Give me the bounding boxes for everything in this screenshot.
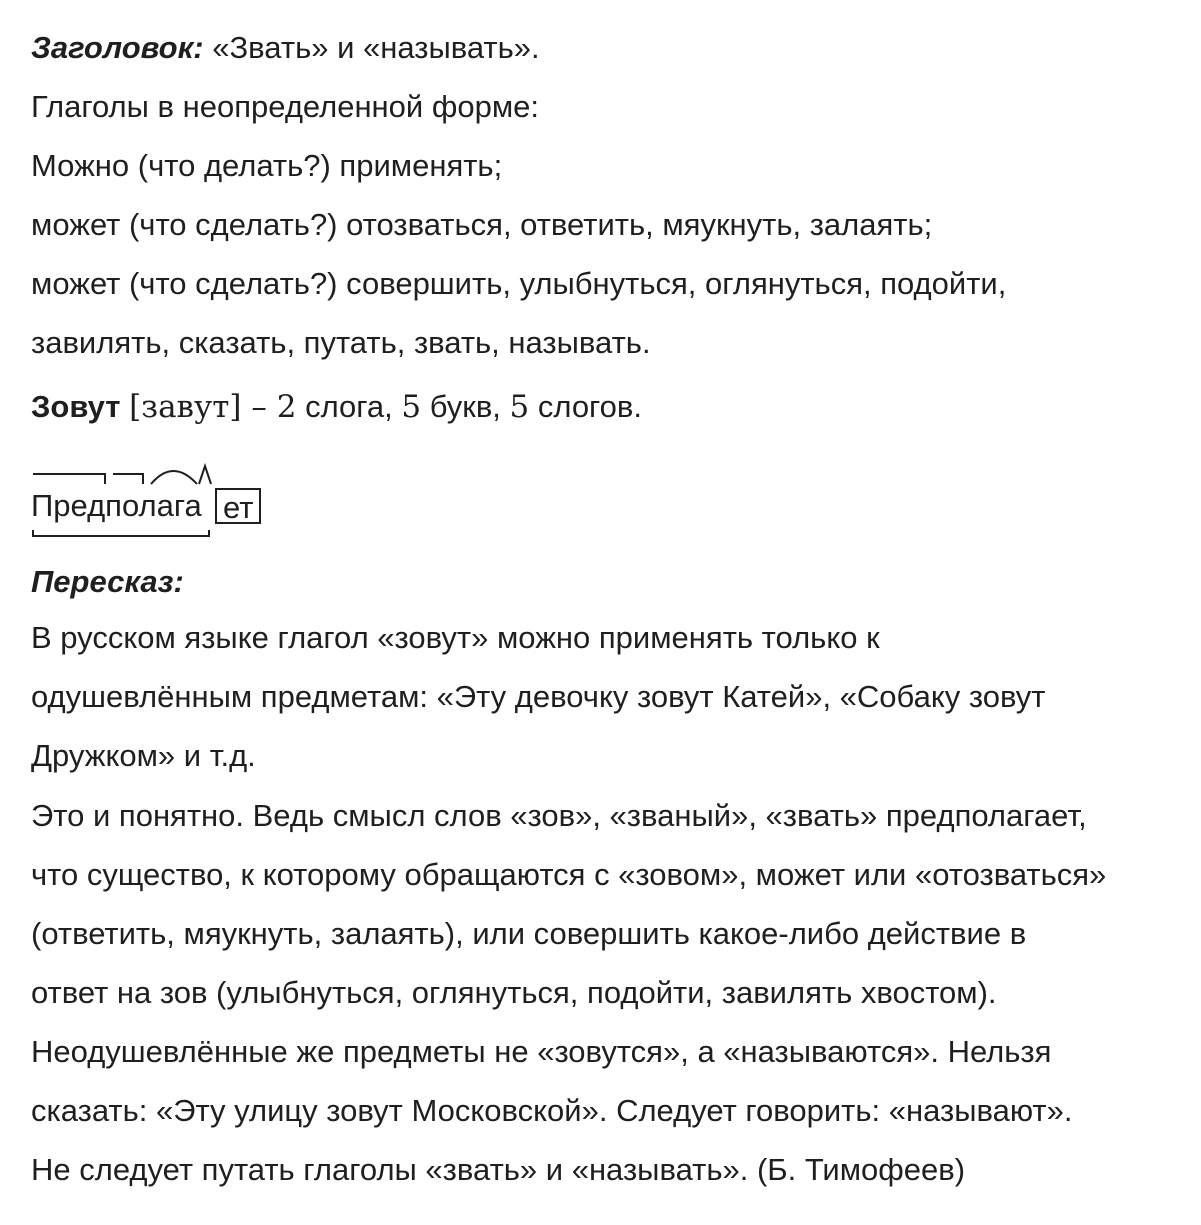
letters-word: букв,: [421, 389, 510, 424]
letters-count: 5: [401, 389, 422, 425]
morpheme-stem: Предполага: [31, 488, 202, 523]
retelling-line: ответ на зов (улыбнуться, оглянуться, подойти, завилять хвостом).: [31, 975, 997, 1010]
infinitives-line-4: завилять, сказать, путать, звать, называть.: [31, 325, 651, 360]
retelling-line: В русском языке глагол «зовут» можно применять только к: [31, 620, 880, 655]
retelling-label-line: [31, 562, 184, 602]
infinitives-line-3: может (что сделать?) совершить, улыбнуться, оглянуться, подойти,: [31, 266, 1007, 301]
morpheme-analysis: [31, 462, 331, 542]
infinitives-line-1: Можно (что делать?) применять;: [31, 148, 503, 183]
sounds-word: слогов.: [529, 389, 643, 424]
syllables-word: слога,: [296, 389, 402, 424]
phonetic-transcription: [завут]: [129, 389, 242, 425]
prefix-mark-1: [33, 474, 105, 484]
header-text: «Звать» и «называть».: [203, 30, 540, 65]
retelling-line: Неодушевлённые же предметы не «зовутся», а «называются». Нельзя: [31, 1034, 1052, 1069]
retelling-line: Не следует путать глаголы «звать» и «называть». (Б. Тимофеев): [31, 1152, 966, 1187]
stem-mark: [33, 530, 209, 536]
retelling-line: что существо, к которому обращаются с «зовом», может или «отозваться»: [31, 857, 1107, 892]
phonetic-dash: –: [241, 389, 277, 425]
root-mark: [151, 471, 197, 484]
retelling-line: одушевлённым предметам: «Эту девочку зовут Катей», «Собаку зовут: [31, 679, 1046, 714]
infinitives-line-2: может (что сделать?) отозваться, ответить, мяукнуть, залаять;: [31, 207, 933, 242]
retelling-line: (ответить, мяукнуть, залаять), или совершить какое-либо действие в: [31, 916, 1027, 951]
sounds-count: 5: [509, 389, 530, 425]
morpheme-ending: ет: [215, 488, 261, 524]
suffix-mark: [199, 466, 211, 484]
retelling-label: Пересказ:: [31, 564, 184, 599]
header-label: Заголовок:: [31, 30, 204, 65]
phonetic-analysis: [31, 387, 642, 427]
retelling-line: Дружком» и т.д.: [31, 738, 256, 773]
retelling-line: сказать: «Эту улицу зовут Московской». Следует говорить: «называют».: [31, 1093, 1073, 1128]
prefix-mark-2: [113, 474, 143, 484]
retelling-line: Это и понятно. Ведь смысл слов «зов», «званый», «звать» предполагает,: [31, 798, 1087, 833]
phonetic-word: Зовут: [31, 389, 121, 424]
header-line: [31, 28, 540, 68]
infinitives-intro: Глаголы в неопределенной форме:: [31, 89, 540, 124]
syllables-count: 2: [276, 389, 297, 425]
